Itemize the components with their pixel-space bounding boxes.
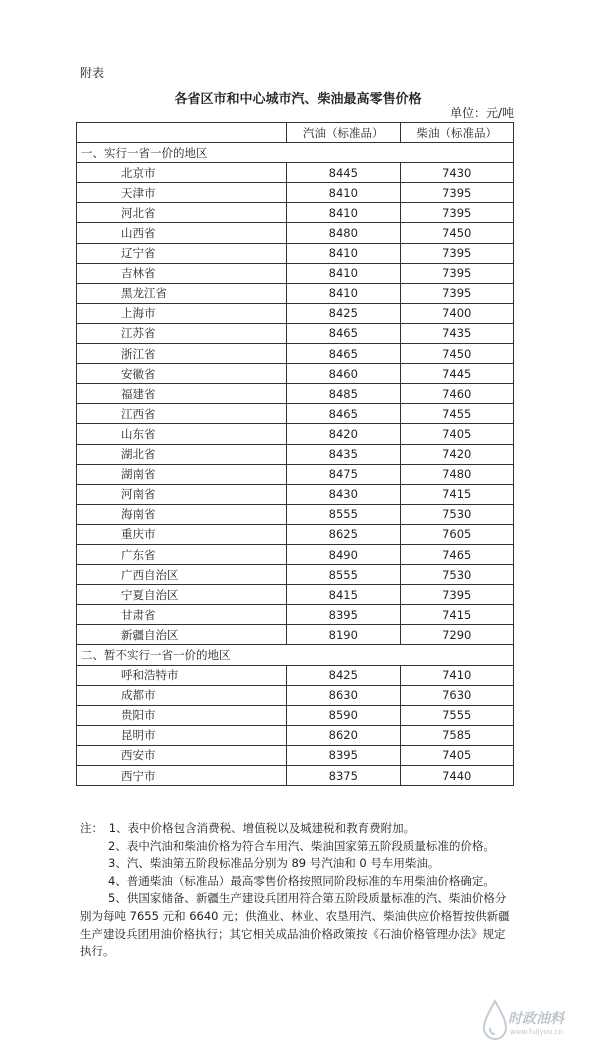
table-row (77, 323, 514, 343)
diesel-price-cell: 7395 (400, 283, 514, 303)
region-cell: 上海市 (77, 303, 287, 323)
diesel-price-cell: 7420 (400, 444, 514, 464)
price-table (76, 122, 514, 786)
region-cell: 湖北省 (77, 444, 287, 464)
table-row (77, 424, 514, 444)
notes-section (80, 820, 516, 961)
gasoline-price-cell: 8465 (287, 344, 400, 364)
diesel-price-cell: 7440 (400, 766, 514, 786)
table-row (77, 524, 514, 544)
diesel-price-cell: 7415 (400, 484, 514, 504)
note-3: 3、汽、柴油第五阶段标准品分别为 89 号汽油和 0 号车用柴油。 (108, 856, 440, 871)
section-label: 二、暂不实行一省一价的地区 (77, 645, 514, 665)
region-cell: 浙江省 (77, 344, 287, 364)
diesel-price-cell: 7455 (400, 404, 514, 424)
gasoline-price-cell: 8625 (287, 524, 400, 544)
oil-drop-logo-icon (480, 998, 510, 1044)
gasoline-price-cell: 8420 (287, 424, 400, 444)
diesel-price-cell: 7450 (400, 344, 514, 364)
table-row (77, 605, 514, 625)
table-row (77, 766, 514, 786)
table-row (77, 665, 514, 685)
region-cell: 广东省 (77, 544, 287, 564)
gasoline-price-cell: 8490 (287, 544, 400, 564)
table-title: 各省区市和中心城市汽、柴油最高零售价格 (174, 92, 422, 107)
table-row (77, 243, 514, 263)
region-cell: 福建省 (77, 384, 287, 404)
diesel-price-cell: 7480 (400, 464, 514, 484)
diesel-price-cell: 7605 (400, 524, 514, 544)
table-row (77, 544, 514, 564)
region-cell: 安徽省 (77, 364, 287, 384)
watermark-url: www.fuljyou.cn (510, 1028, 563, 1036)
region-cell: 新疆自治区 (77, 625, 287, 645)
region-cell: 河北省 (77, 203, 287, 223)
gasoline-price-cell: 8425 (287, 303, 400, 323)
gasoline-price-cell: 8485 (287, 384, 400, 404)
region-cell: 西安市 (77, 745, 287, 765)
region-cell: 西宁市 (77, 766, 287, 786)
table-row (77, 384, 514, 404)
region-cell: 昆明市 (77, 725, 287, 745)
table-row (77, 444, 514, 464)
diesel-price-cell: 7530 (400, 565, 514, 585)
region-cell: 成都市 (77, 685, 287, 705)
region-cell: 重庆市 (77, 524, 287, 544)
note-1: 注： 1、表中价格包含消费税、增值税以及城建税和教育费附加。 (80, 821, 416, 835)
gasoline-price-cell: 8410 (287, 243, 400, 263)
gasoline-price-cell: 8410 (287, 283, 400, 303)
table-row (77, 344, 514, 364)
region-cell: 河南省 (77, 484, 287, 504)
region-cell: 海南省 (77, 504, 287, 524)
unit-label: 单位：元/吨 (449, 106, 514, 120)
diesel-price-cell: 7630 (400, 685, 514, 705)
attachment-label: 附表 (80, 66, 105, 80)
gasoline-price-cell: 8555 (287, 565, 400, 585)
diesel-price-cell: 7415 (400, 605, 514, 625)
gasoline-price-cell: 8465 (287, 323, 400, 343)
section-label: 一、实行一省一价的地区 (77, 143, 514, 163)
gasoline-price-cell: 8410 (287, 203, 400, 223)
gasoline-price-cell: 8445 (287, 163, 400, 183)
diesel-price-cell: 7290 (400, 625, 514, 645)
region-cell: 宁夏自治区 (77, 585, 287, 605)
column-header-region (77, 123, 287, 143)
region-cell: 山西省 (77, 223, 287, 243)
region-cell: 湖南省 (77, 464, 287, 484)
diesel-price-cell: 7555 (400, 705, 514, 725)
gasoline-price-cell: 8190 (287, 625, 400, 645)
table-row (77, 585, 514, 605)
region-cell: 江苏省 (77, 323, 287, 343)
diesel-price-cell: 7410 (400, 665, 514, 685)
gasoline-price-cell: 8630 (287, 685, 400, 705)
gasoline-price-cell: 8395 (287, 745, 400, 765)
gasoline-price-cell: 8620 (287, 725, 400, 745)
gasoline-price-cell: 8410 (287, 263, 400, 283)
region-cell: 江西省 (77, 404, 287, 424)
column-header-gasoline: 汽油（标准品） (287, 123, 400, 143)
note-4: 4、普通柴油（标准品）最高零售价格按照同阶段标准的车用柴油价格确定。 (108, 873, 495, 888)
diesel-price-cell: 7460 (400, 384, 514, 404)
table-header-row (77, 123, 514, 143)
table-row (77, 263, 514, 283)
gasoline-price-cell: 8480 (287, 223, 400, 243)
region-cell: 吉林省 (77, 263, 287, 283)
table-row (77, 484, 514, 504)
section-header-row (77, 143, 514, 163)
region-cell: 天津市 (77, 183, 287, 203)
table-row (77, 625, 514, 645)
gasoline-price-cell: 8430 (287, 484, 400, 504)
column-header-diesel: 柴油（标准品） (400, 123, 514, 143)
region-cell: 广西自治区 (77, 565, 287, 585)
table-row (77, 705, 514, 725)
diesel-price-cell: 7585 (400, 725, 514, 745)
diesel-price-cell: 7445 (400, 364, 514, 384)
table-row (77, 183, 514, 203)
table-row (77, 223, 514, 243)
region-cell: 黑龙江省 (77, 283, 287, 303)
region-cell: 北京市 (77, 163, 287, 183)
diesel-price-cell: 7400 (400, 303, 514, 323)
diesel-price-cell: 7395 (400, 183, 514, 203)
watermark (480, 998, 590, 1044)
diesel-price-cell: 7395 (400, 585, 514, 605)
section-header-row (77, 645, 514, 665)
table-row (77, 464, 514, 484)
gasoline-price-cell: 8475 (287, 464, 400, 484)
diesel-price-cell: 7430 (400, 163, 514, 183)
table-row (77, 745, 514, 765)
watermark-text: 时政油料 (508, 1011, 564, 1027)
gasoline-price-cell: 8435 (287, 444, 400, 464)
diesel-price-cell: 7450 (400, 223, 514, 243)
gasoline-price-cell: 8415 (287, 585, 400, 605)
diesel-price-cell: 7395 (400, 243, 514, 263)
diesel-price-cell: 7395 (400, 263, 514, 283)
note-5: 5、供国家储备、新疆生产建设兵团用符合第五阶段质量标准的汽、柴油价格分别为每吨 7655 元和 6640 元；供渔业、林业、农垦用汽、柴油供应价格暂按供新疆生产建设兵团用油价格执行；其它相关成品油价格政策按《石油价格管理办法》规定执行。 (80, 891, 510, 959)
gasoline-price-cell: 8410 (287, 183, 400, 203)
table-row (77, 283, 514, 303)
region-cell: 呼和浩特市 (77, 665, 287, 685)
gasoline-price-cell: 8555 (287, 504, 400, 524)
diesel-price-cell: 7395 (400, 203, 514, 223)
gasoline-price-cell: 8375 (287, 766, 400, 786)
region-cell: 山东省 (77, 424, 287, 444)
gasoline-price-cell: 8590 (287, 705, 400, 725)
gasoline-price-cell: 8465 (287, 404, 400, 424)
table-row (77, 163, 514, 183)
region-cell: 贵阳市 (77, 705, 287, 725)
table-row (77, 364, 514, 384)
gasoline-price-cell: 8460 (287, 364, 400, 384)
table-row (77, 685, 514, 705)
table-row (77, 725, 514, 745)
gasoline-price-cell: 8425 (287, 665, 400, 685)
table-row (77, 504, 514, 524)
diesel-price-cell: 7435 (400, 323, 514, 343)
region-cell: 辽宁省 (77, 243, 287, 263)
region-cell: 甘肃省 (77, 605, 287, 625)
diesel-price-cell: 7405 (400, 745, 514, 765)
table-row (77, 404, 514, 424)
table-row (77, 203, 514, 223)
note-2: 2、表中汽油和柴油价格为符合车用汽、柴油国家第五阶段质量标准的价格。 (108, 838, 495, 853)
table-row (77, 565, 514, 585)
gasoline-price-cell: 8395 (287, 605, 400, 625)
diesel-price-cell: 7530 (400, 504, 514, 524)
diesel-price-cell: 7465 (400, 544, 514, 564)
diesel-price-cell: 7405 (400, 424, 514, 444)
table-row (77, 303, 514, 323)
